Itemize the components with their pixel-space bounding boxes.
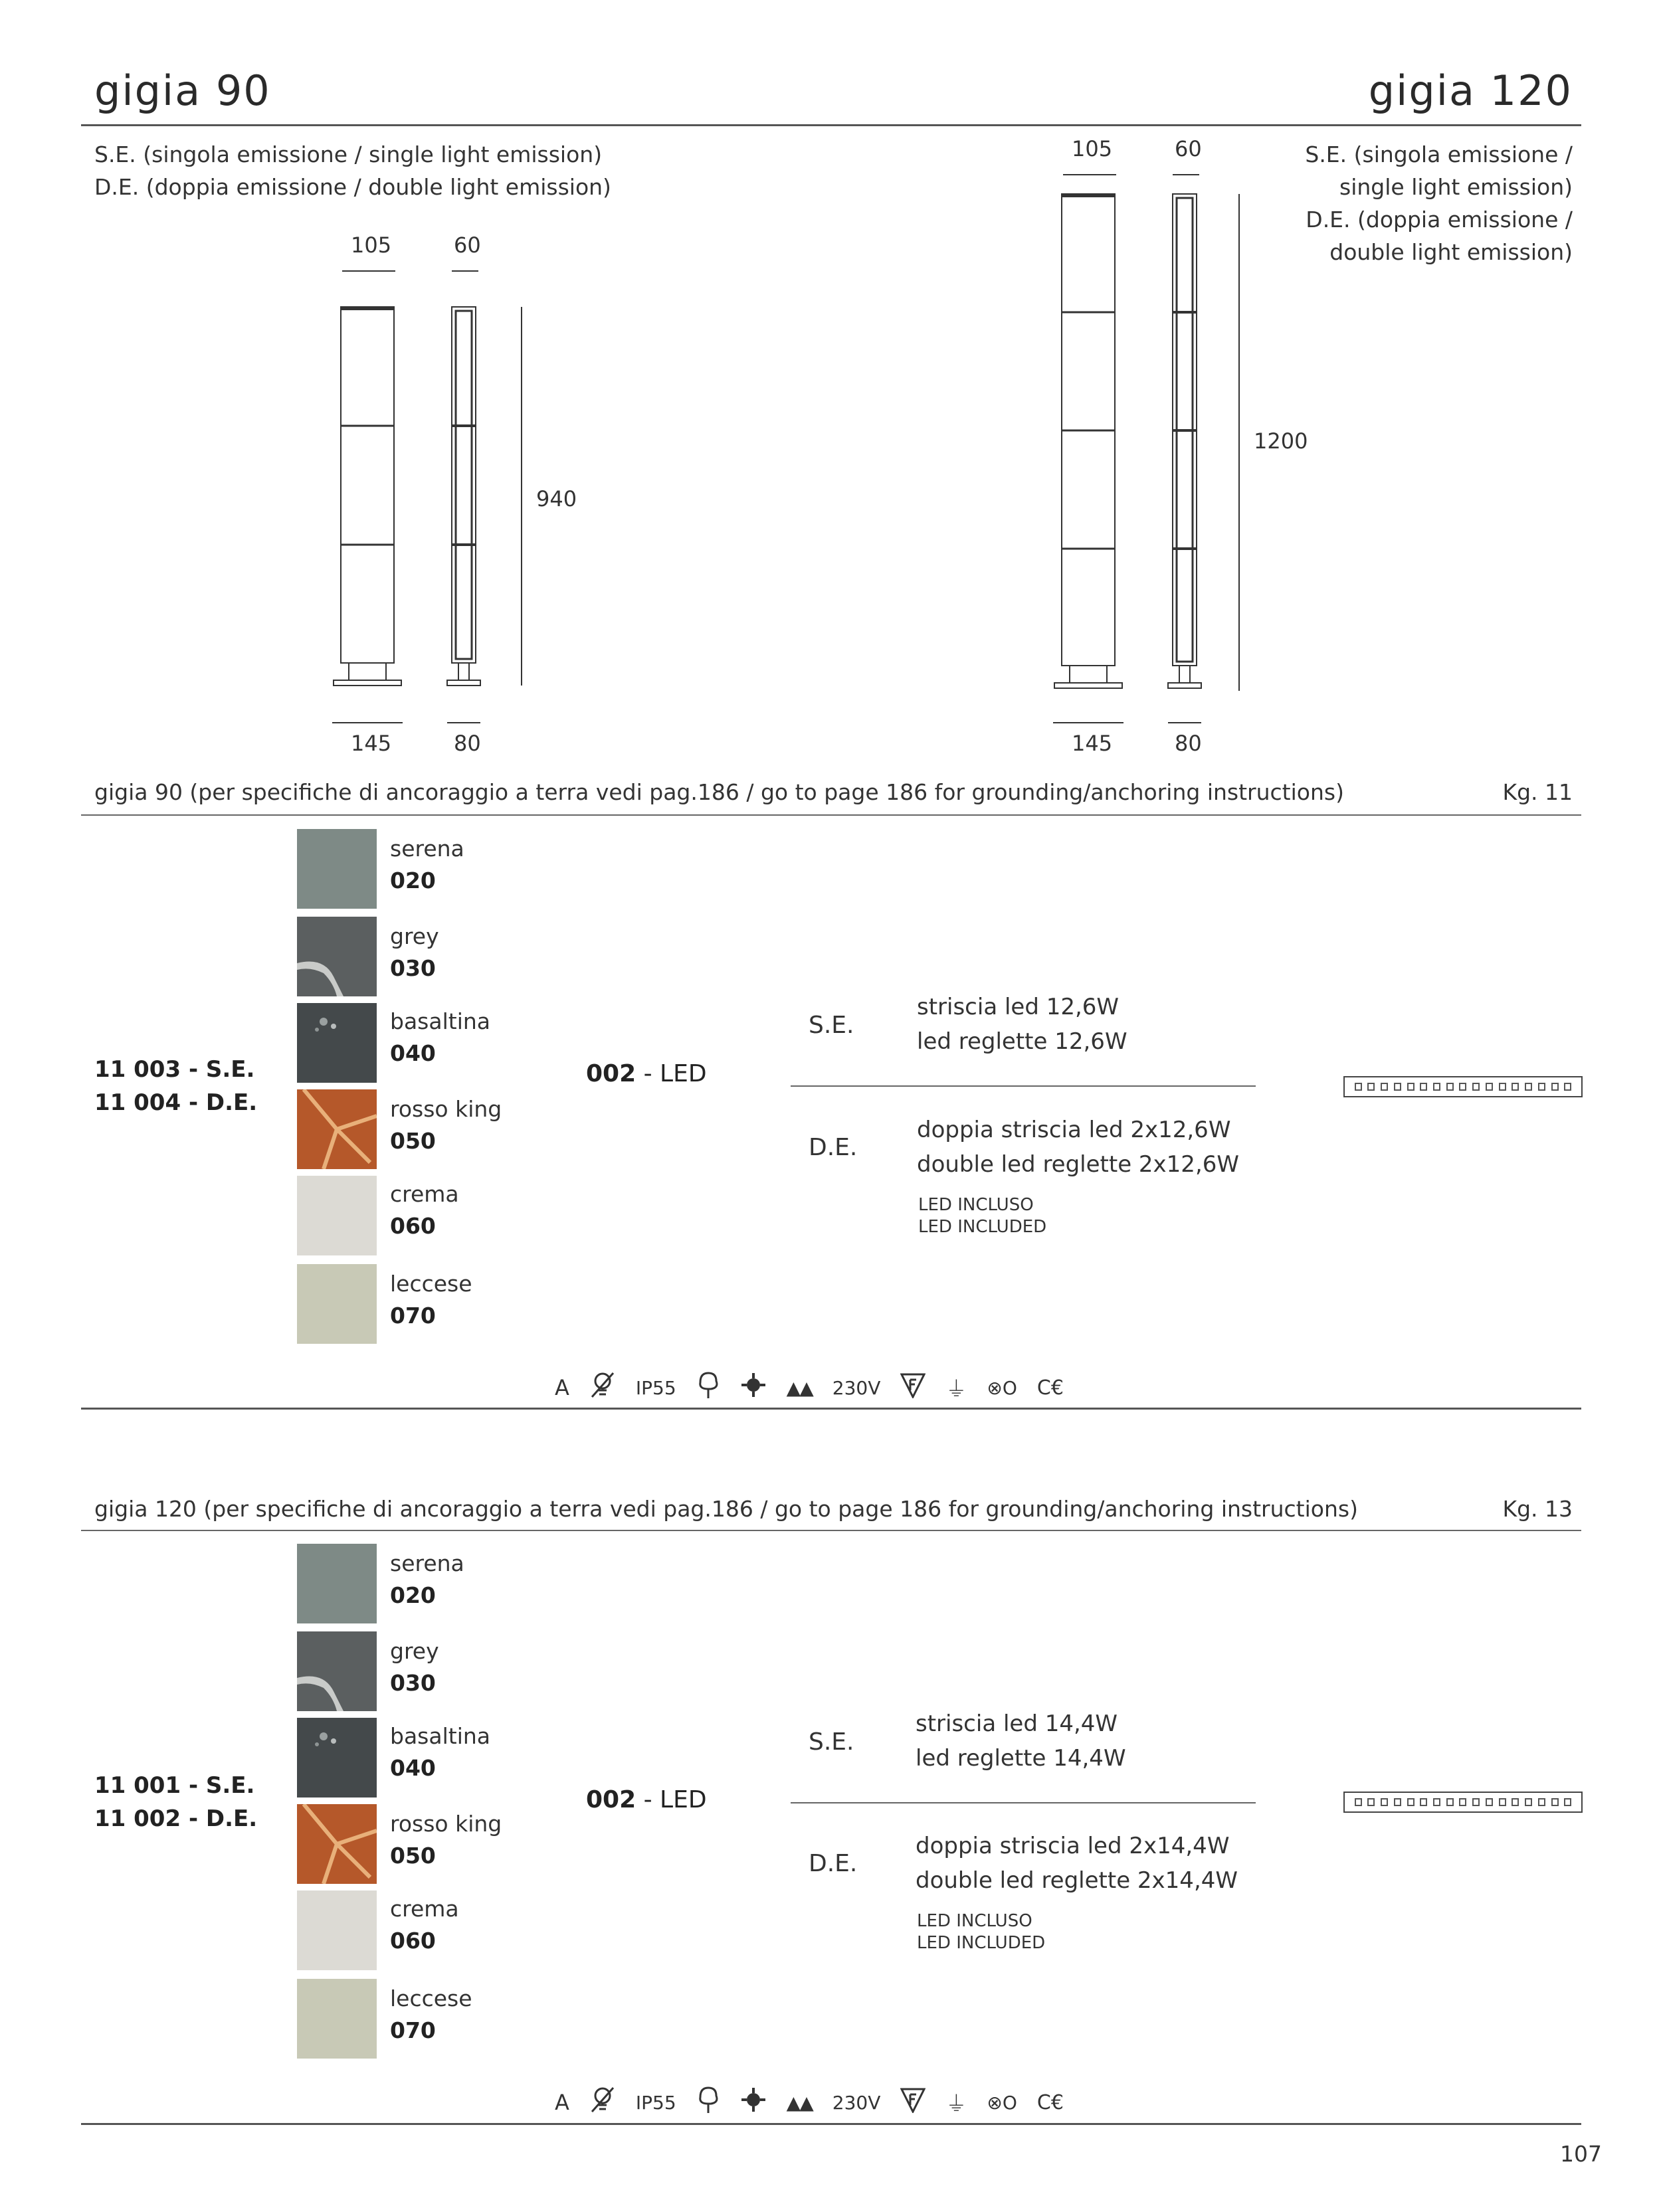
led-label: - LED [636,1060,707,1087]
product-codes [94,1053,257,1119]
emission-legend-left [94,138,611,203]
emission-se-text-1: S.E. (singola emissione / [1305,141,1573,167]
finish-code: 040 [390,1755,436,1781]
ce-mark-icon: C€ [1036,1376,1064,1400]
finish-name: serena [390,1550,464,1576]
finish-code: 030 [390,1670,436,1696]
swatch-rosso-king [297,1804,377,1884]
finish-name: leccese [390,1271,472,1297]
de-line-1: doppia striscia led 2x14,4W [916,1833,1230,1859]
finish-name: basaltina [390,1723,490,1749]
elevation-drawing-svg [1040,130,1345,771]
drawing-gigia-90 [319,226,598,771]
swatch-serena [297,1544,377,1623]
finish-code: 060 [390,1928,436,1954]
swatch-grey [297,1631,377,1711]
ip-rating: IP55 [635,1376,676,1399]
finish-code: 050 [390,1843,436,1869]
se-line-2: led reglette 14,4W [916,1745,1126,1772]
dim-top-105: 105 [351,232,392,258]
emission-de-text-2: double light emission) [1329,239,1573,265]
section-end-rule [81,1408,1581,1410]
de-label: D.E. [809,1134,858,1161]
se-line-2: led reglette 12,6W [917,1028,1127,1055]
code-de: 11 002 - D.E. [94,1805,258,1832]
finish-code: 070 [390,2017,436,2043]
se-de-divider [791,1802,1256,1803]
dim-height: 940 [536,486,577,511]
led-included [917,1910,1045,1954]
finish-code: 020 [390,1582,436,1608]
se-spec [916,1706,1126,1776]
finish-code: 040 [390,1040,436,1066]
code-de: 11 004 - D.E. [94,1089,258,1116]
led-strip-icon [1343,1076,1583,1097]
weight-gigia-120: Kg. 13 [1502,1496,1573,1522]
finish-name: crema [390,1896,459,1922]
section-title-gigia-90: gigia 90 (per specifiche di ancoraggio a terra vedi pag.186 / go to page 186 for grounding/anchoring instructions) [94,779,1344,805]
certification-icons [555,2085,1064,2120]
tree-icon [696,1370,720,1405]
led-incluso: LED INCLUSO [918,1195,1034,1215]
swatch-basaltina [297,1718,377,1797]
lamp-icon [589,2085,616,2120]
se-line-1: striscia led 12,6W [917,994,1120,1020]
led-incluso: LED INCLUSO [917,1911,1032,1931]
ground-icon: ⏚ [945,1376,967,1402]
finish-code: 050 [390,1128,436,1154]
swatch-grey [297,917,377,996]
se-de-divider [791,1085,1256,1087]
finish-name: basaltina [390,1008,490,1034]
led-strip-icon [1343,1792,1583,1813]
finish-code: 030 [390,955,436,981]
title-gigia-90: gigia 90 [94,66,271,115]
f-mark-icon [900,2086,926,2118]
led-code: 002 [586,1786,636,1813]
dim-bottom-145: 145 [351,731,392,756]
page-number: 107 [1560,2141,1602,2167]
drawing-gigia-120 [1040,130,1345,771]
ip-rating: IP55 [635,2091,676,2114]
code-se: 11 003 - S.E. [94,1056,255,1083]
certification-icons [555,1370,1064,1405]
dim-bottom-80: 80 [454,731,481,756]
led-label: - LED [636,1786,707,1813]
section-rule [81,814,1581,816]
lamp-icon [589,1370,616,1405]
swatch-basaltina [297,1003,377,1083]
se-spec [917,990,1127,1059]
de-spec [916,1829,1238,1898]
se-label: S.E. [809,1012,854,1039]
swatch-leccese [297,1979,377,2059]
elevation-drawing-svg [319,226,598,771]
voltage-label: 230V [832,1376,881,1399]
emission-se-text: S.E. (singola emissione / single light emission) [94,141,603,167]
section-end-rule [81,2123,1581,2125]
finish-name: crema [390,1181,459,1207]
emission-de-text-1: D.E. (doppia emissione / [1306,207,1573,232]
voltage-label: 230V [832,2091,881,2114]
sun-icon [740,2086,767,2118]
section-rule [81,1530,1581,1531]
led-option [586,1060,707,1087]
de-line-2: double led reglette 2x12,6W [917,1151,1239,1178]
dim-top-60: 60 [1175,136,1202,161]
swatch-crema [297,1890,377,1970]
sun-icon [740,1372,767,1404]
section-title-gigia-120: gigia 120 (per specifiche di ancoraggio a terra vedi pag.186 / go to page 186 for grounding/anchoring instructions) [94,1496,1358,1522]
swatch-leccese [297,1264,377,1344]
se-line-1: striscia led 14,4W [916,1710,1118,1737]
triangles-icon: ▲▲ [786,2091,813,2114]
product-codes [94,1769,257,1835]
finish-name: leccese [390,1985,472,2011]
dim-height: 1200 [1254,428,1308,454]
dim-top-60: 60 [454,232,481,258]
swatch-rosso-king [297,1089,377,1169]
de-label: D.E. [809,1850,858,1877]
finish-name: serena [390,836,464,862]
swatch-crema [297,1176,377,1255]
led-option [586,1786,707,1813]
finish-code: 060 [390,1213,436,1239]
dim-top-105: 105 [1072,136,1113,161]
tree-icon [696,2085,720,2120]
emission-de-text: D.E. (doppia emissione / double light emission) [94,174,611,200]
header-rule [81,124,1581,126]
de-spec [917,1113,1239,1182]
finish-name: grey [390,923,439,949]
led-included-en: LED INCLUDED [917,1933,1046,1953]
finish-code: 020 [390,868,436,893]
finish-list [297,1544,516,2069]
se-label: S.E. [809,1728,854,1756]
dim-bottom-80: 80 [1175,731,1202,756]
title-gigia-120: gigia 120 [1368,66,1573,115]
ground-icon: ⏚ [945,2091,967,2116]
finish-name: rosso king [390,1096,502,1122]
f-mark-icon [900,1372,926,1404]
de-line-1: doppia striscia led 2x12,6W [917,1117,1231,1143]
triangles-icon: ▲▲ [786,1376,813,1399]
led-code: 002 [586,1060,636,1087]
recycle-icon: ⊗O [987,2091,1017,2114]
emission-se-text-2: single light emission) [1339,174,1573,200]
finish-name: rosso king [390,1811,502,1837]
code-se: 11 001 - S.E. [94,1772,255,1799]
ce-mark-icon: C€ [1036,2090,1064,2114]
led-included [918,1194,1046,1238]
swatch-serena [297,829,377,909]
led-included-en: LED INCLUDED [918,1217,1047,1237]
dim-bottom-145: 145 [1072,731,1113,756]
energy-class-icon: A [555,1375,569,1400]
finish-list [297,829,516,1354]
energy-class-icon: A [555,2090,569,2115]
weight-gigia-90: Kg. 11 [1502,779,1573,805]
finish-name: grey [390,1638,439,1664]
recycle-icon: ⊗O [987,1376,1017,1399]
de-line-2: double led reglette 2x14,4W [916,1867,1238,1894]
finish-code: 070 [390,1303,436,1329]
